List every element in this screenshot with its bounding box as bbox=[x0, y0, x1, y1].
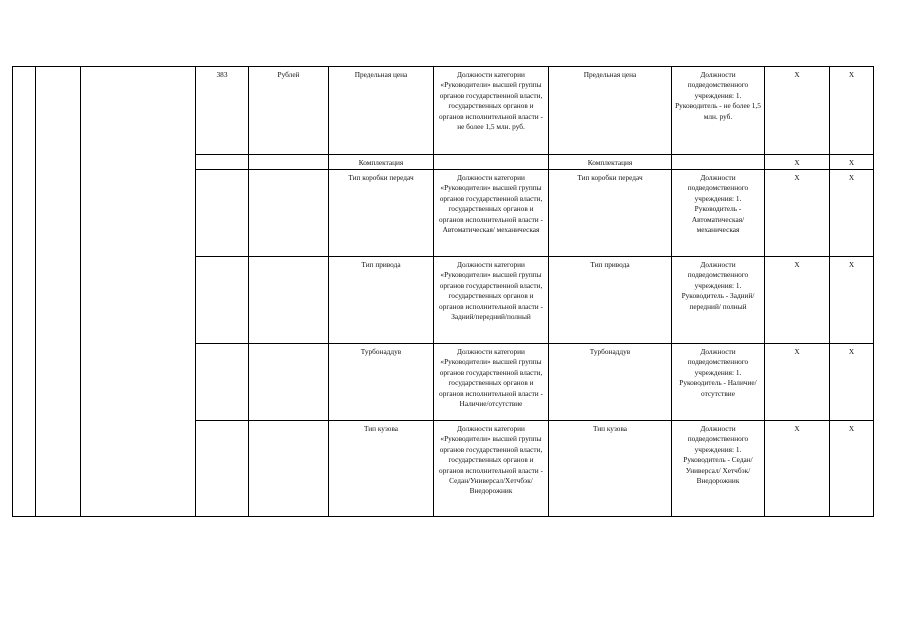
characteristic-cell-2: Тип привода bbox=[549, 257, 672, 344]
subordinate-value-cell: Должности подведомственного учреждения: 1. Руководитель - Задний/передний/ полный bbox=[672, 257, 765, 344]
characteristic-cell: Предельная цена bbox=[329, 67, 434, 155]
blank-cell bbox=[81, 67, 196, 517]
subordinate-value-cell: Должности подведомственного учреждения: 1. Руководитель - Наличие/отсутствие bbox=[672, 344, 765, 421]
x-mark-cell: X bbox=[765, 257, 830, 344]
code-cell: 383 bbox=[196, 67, 249, 155]
characteristic-cell: Комплектация bbox=[329, 155, 434, 170]
unit-cell bbox=[249, 344, 329, 421]
x-mark-cell: X bbox=[830, 67, 874, 155]
subordinate-value-cell: Должности подведомственного учреждения: 1. Руководитель - Седан/Универсал/ Хетчбэк/Внедорожник bbox=[672, 421, 765, 517]
x-mark-cell: X bbox=[765, 170, 830, 257]
subordinate-value-cell bbox=[672, 155, 765, 170]
code-cell bbox=[196, 170, 249, 257]
x-mark-cell: X bbox=[830, 421, 874, 517]
code-cell bbox=[196, 344, 249, 421]
x-mark-cell: X bbox=[765, 155, 830, 170]
requirement-value-cell: Должности категории «Руководители» высшей группы органов государственной власти, государственных органов и органов исполнительной власти - Автоматическая/ механическая bbox=[434, 170, 549, 257]
x-mark-cell: X bbox=[765, 421, 830, 517]
x-mark-cell: X bbox=[765, 67, 830, 155]
code-cell bbox=[196, 155, 249, 170]
requirements-table bbox=[12, 66, 874, 517]
x-mark-cell: X bbox=[765, 344, 830, 421]
characteristic-cell: Тип кузова bbox=[329, 421, 434, 517]
characteristic-cell-2: Турбонаддув bbox=[549, 344, 672, 421]
characteristic-cell: Тип коробки передач bbox=[329, 170, 434, 257]
characteristic-cell: Турбонаддув bbox=[329, 344, 434, 421]
table-row bbox=[13, 67, 874, 155]
unit-cell bbox=[249, 155, 329, 170]
code-cell bbox=[196, 257, 249, 344]
blank-cell bbox=[36, 67, 81, 517]
requirement-value-cell: Должности категории «Руководители» высшей группы органов государственной власти, государственных органов и органов исполнительной власти - не более 1,5 млн. руб. bbox=[434, 67, 549, 155]
subordinate-value-cell: Должности подведомственного учреждения: 1. Руководитель - Автоматическая/ механическая bbox=[672, 170, 765, 257]
x-mark-cell: X bbox=[830, 257, 874, 344]
x-mark-cell: X bbox=[830, 155, 874, 170]
characteristic-cell-2: Тип кузова bbox=[549, 421, 672, 517]
requirement-value-cell bbox=[434, 155, 549, 170]
characteristic-cell-2: Предельная цена bbox=[549, 67, 672, 155]
subordinate-value-cell: Должности подведомственного учреждения: 1. Руководитель - не более 1,5 млн. руб. bbox=[672, 67, 765, 155]
unit-cell bbox=[249, 257, 329, 344]
unit-cell bbox=[249, 421, 329, 517]
blank-cell bbox=[13, 67, 36, 517]
code-cell bbox=[196, 421, 249, 517]
characteristic-cell: Тип привода bbox=[329, 257, 434, 344]
characteristic-cell-2: Комплектация bbox=[549, 155, 672, 170]
requirement-value-cell: Должности категории «Руководители» высшей группы органов государственной власти, государственных органов и органов исполнительной власти - Задний/передний/полный bbox=[434, 257, 549, 344]
requirement-value-cell: Должности категории «Руководители» высшей группы органов государственной власти, государственных органов и органов исполнительной власти - Седан/Универсал/Хетчбэк/Внедорожник bbox=[434, 421, 549, 517]
unit-cell: Рублей bbox=[249, 67, 329, 155]
characteristic-cell-2: Тип коробки передач bbox=[549, 170, 672, 257]
requirement-value-cell: Должности категории «Руководители» высшей группы органов государственной власти, государственных органов и органов исполнительной власти - Наличие/отсутствие bbox=[434, 344, 549, 421]
unit-cell bbox=[249, 170, 329, 257]
x-mark-cell: X bbox=[830, 170, 874, 257]
x-mark-cell: X bbox=[830, 344, 874, 421]
